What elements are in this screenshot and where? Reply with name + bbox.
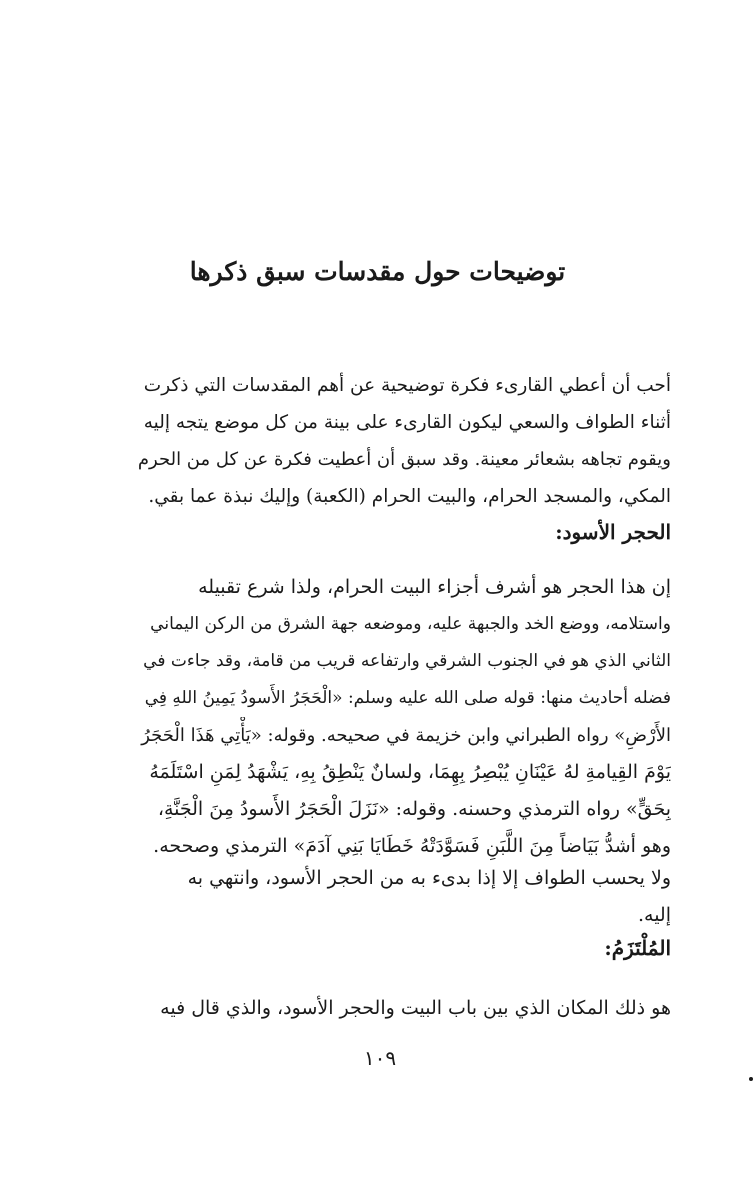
paragraph-line: أحب أن أعطي القارىء فكرة توضيحية عن أهم المقدسات التي ذكرت xyxy=(143,375,671,396)
paragraph-line: يَوْمَ القِيامةِ لهُ عَيْنَانِ يُبْصِرُ بِهِمَا، ولسانٌ يَنْطِقُ بِهِ، يَشْهَدُ لِمَنِ اسْتَلَمَهُ xyxy=(149,761,671,783)
paragraph-line: وهو أشدُّ بَيَاضاً مِنَ اللَّبَنِ فَسَوَّدَتْهُ خَطَايَا بَنِي آدَمَ» الترمذي وصححه. xyxy=(153,835,671,857)
multazam-paragraph xyxy=(138,990,671,1027)
paragraph-line: فضله أحاديث منها: قوله صلى الله عليه وسلم: «الْحَجَرُ الأَسودُ يَمِينُ اللهِ فِي xyxy=(144,688,671,708)
paragraph-line: ولا يحسب الطواف إلا إذا بدىء به من الحجر الأسود، وانتهي به xyxy=(187,867,671,889)
paragraph-line: هو ذلك المكان الذي بين باب البيت والحجر الأسود، والذي قال فيه xyxy=(160,997,671,1019)
paragraph-line: إليه. xyxy=(637,904,671,926)
black-stone-paragraph xyxy=(138,569,671,865)
paragraph-line: بِحَقٍّ» رواه الترمذي وحسنه. وقوله: «نَزَلَ الْحَجَرُ الأَسودُ مِنَ الْجَنَّةِ، xyxy=(157,798,671,820)
paragraph-line: واستلامه، ووضع الخد والجبهة عليه، وموضعه جهة الشرق من الركن اليماني xyxy=(150,614,671,634)
section-heading-multazam: المُلْتَزَمُ: xyxy=(604,936,671,960)
page-title: توضيحات حول مقدسات سبق ذكرها xyxy=(189,257,566,286)
paragraph-line: الثاني الذي هو في الجنوب الشرقي وارتفاعه قريب من قامة، وقد جاءت في xyxy=(143,651,671,671)
paragraph-line: ويقوم تجاهه بشعائر معينة. وقد سبق أن أعطيت فكرة عن كل من الحرم xyxy=(138,449,671,470)
paragraph-line: إن هذا الحجر هو أشرف أجزاء البيت الحرام، ولذا شرع تقبيله xyxy=(198,576,671,598)
paragraph-line: الأَرْضِ» رواه الطبراني وابن خزيمة في صحيحه. وقوله: «يَأْتِي هَذَا الْحَجَرُ xyxy=(141,725,671,746)
paragraph-line: أثناء الطواف والسعي ليكون القارىء على بينة من كل موضع يتجه إليه xyxy=(143,412,671,433)
page-number: ١٠٩ xyxy=(363,1046,397,1070)
intro-paragraph xyxy=(138,367,671,515)
section-heading-black-stone: الحجر الأسود: xyxy=(555,520,671,544)
margin-dot xyxy=(749,1077,753,1081)
paragraph-line: المكي، والمسجد الحرام، والبيت الحرام (الكعبة) وإليك نبذة عما بقي. xyxy=(148,486,671,507)
tawaf-note-paragraph xyxy=(138,860,671,934)
